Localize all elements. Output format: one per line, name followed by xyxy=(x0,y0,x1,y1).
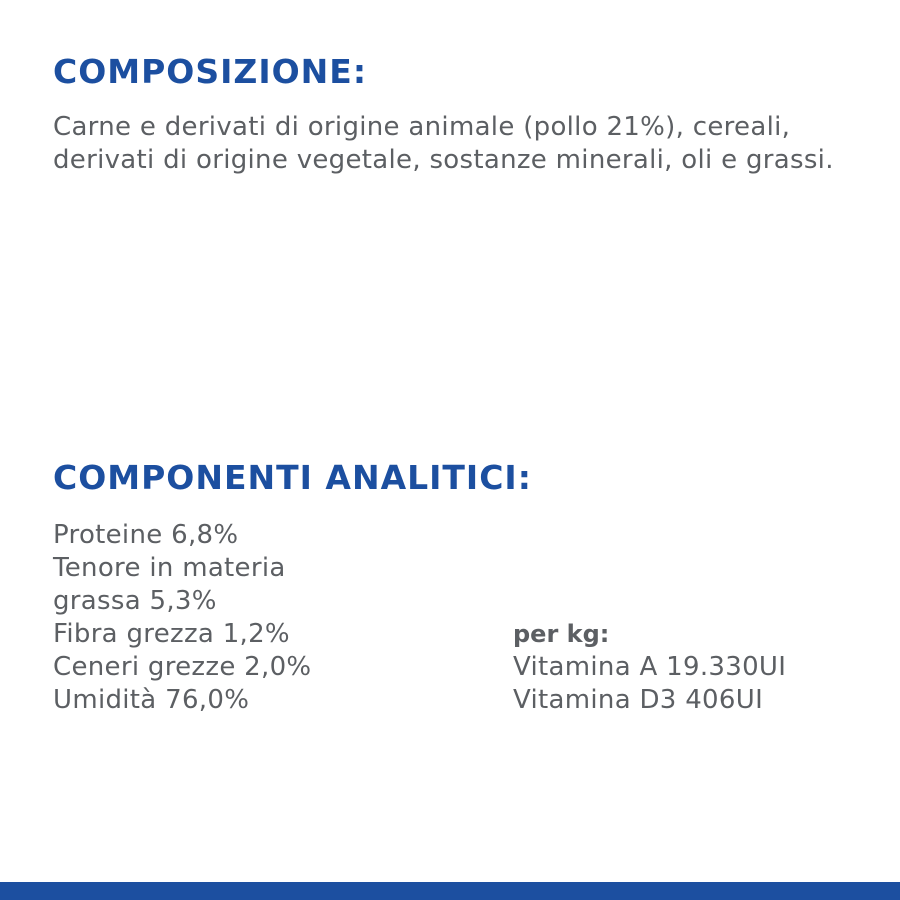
analytical-components-heading: COMPONENTI ANALITICI: xyxy=(53,458,532,497)
vitamin-d3-line: Vitamina D3 406UI xyxy=(513,685,764,715)
composition-text: Carne e derivati di origine animale (pollo 21%), cereali, derivati di origine vegetale, sostanze minerali, oli e grassi. xyxy=(53,112,834,175)
analytics-line-ash: Ceneri grezze 2,0% xyxy=(53,652,312,682)
composition-heading: COMPOSIZIONE: xyxy=(53,52,368,91)
vitamins-list xyxy=(513,651,786,717)
vitamin-a-line: Vitamina A 19.330UI xyxy=(513,652,787,682)
analytics-line-fat-2: grassa 5,3% xyxy=(53,586,217,616)
bottom-accent-bar xyxy=(0,882,900,900)
analytics-line-fiber: Fibra grezza 1,2% xyxy=(53,619,290,649)
analytics-line-fat-1: Tenore in materia xyxy=(53,553,286,583)
analytical-components-list xyxy=(53,519,311,717)
analytics-line-protein: Proteine 6,8% xyxy=(53,520,239,550)
per-kg-label: per kg: xyxy=(513,620,610,648)
analytics-line-moisture: Umidità 76,0% xyxy=(53,685,250,715)
